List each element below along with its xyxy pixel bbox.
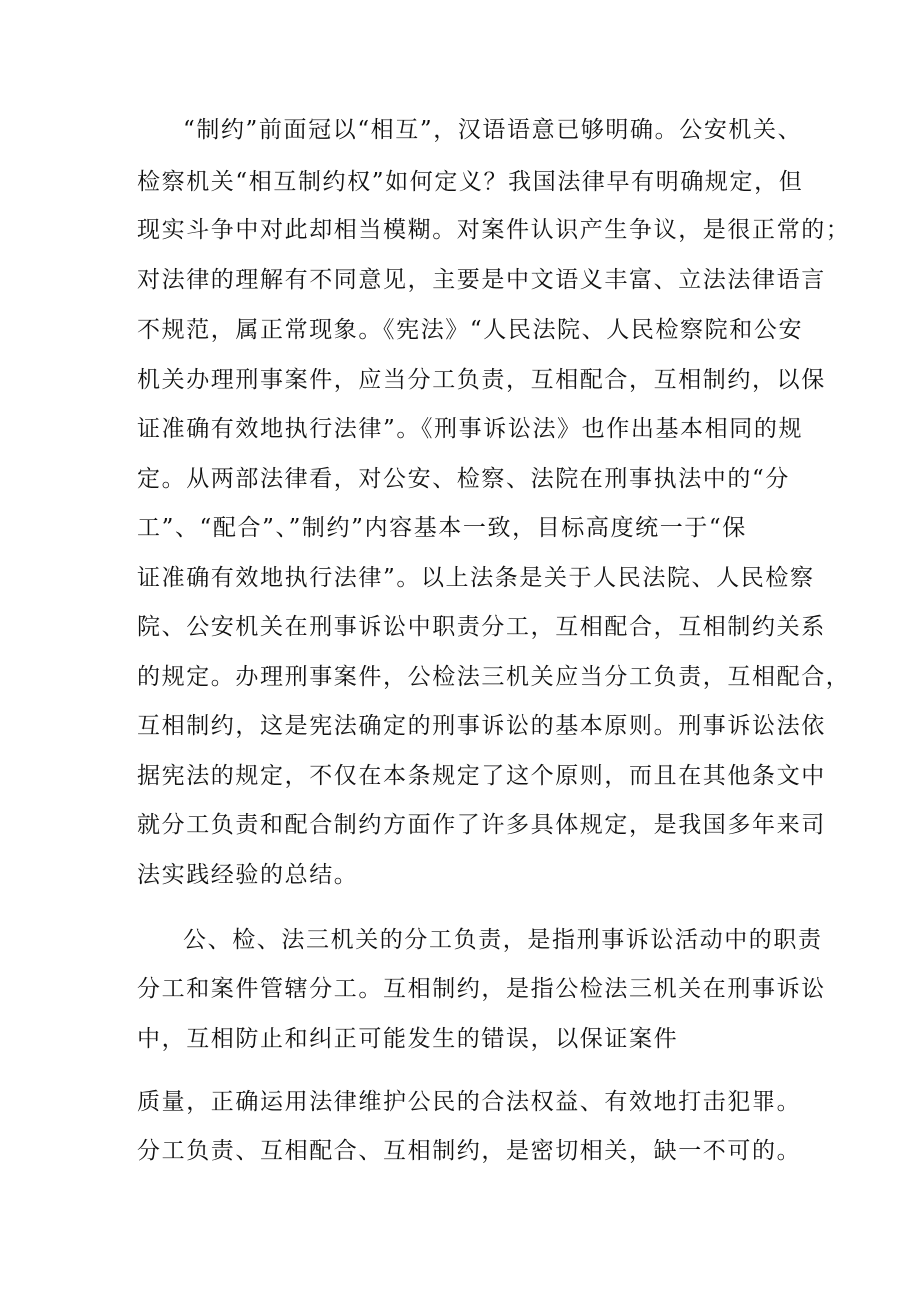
paragraph-2-line-1: 公、检、法三机关的分工负责，是指刑事诉讼活动中的职责 — [183, 927, 823, 953]
paragraph-1-line-4: 对法律的理解有不同意见，主要是中文语义丰富、立法法律语言 — [137, 267, 826, 293]
paragraph-1-line-15: 就分工负责和配合制约方面作了许多具体规定，是我国多年来司 — [137, 812, 826, 838]
paragraph-1-line-6: 机关办理刑事案件，应当分工负责，互相配合，互相制约，以保 — [137, 367, 826, 393]
paragraph-1-line-2: 检察机关“相互制约权”如何定义？我国法律早有明确规定，但 — [137, 169, 804, 195]
paragraph-1-line-5: 不规范，属正常现象。《宪法》“人民法院、人民检察院和公安 — [137, 317, 804, 343]
paragraph-3-line-2: 分工负责、互相配合、互相制约，是密切相关，缺一不可的。 — [137, 1138, 802, 1164]
paragraph-1-line-11: 院、公安机关在刑事诉讼中职责分工，互相配合，互相制约关系 — [137, 614, 826, 640]
paragraph-1-line-8: 定。从两部法律看，对公安、检察、法院在刑事执法中的“分 — [137, 466, 790, 492]
paragraph-1-line-16: 法实践经验的总结。 — [137, 862, 359, 888]
paragraph-1-line-7: 证准确有效地执行法律”。《刑事诉讼法》也作出基本相同的规 — [137, 416, 804, 442]
paragraph-1-line-3: 现实斗争中对此却相当模糊。对案件认识产生争议，是很正常的； — [137, 217, 851, 243]
paragraph-1-line-13: 互相制约，这是宪法确定的刑事诉讼的基本原则。刑事诉讼法依 — [137, 713, 826, 739]
paragraph-1-line-10: 证准确有效地执行法律”。以上法条是关于人民法院、人民检察 — [137, 565, 815, 591]
paragraph-1-line-12: 的规定。办理刑事案件，公检法三机关应当分工负责，互相配合， — [137, 664, 851, 690]
paragraph-1-line-1: “制约”前面冠以“相互”，汉语语意已够明确。公安机关、 — [183, 117, 803, 143]
paragraph-1-line-9: 工”、“配合”、”制约”内容基本一致，目标高度统一于“保 — [137, 515, 747, 541]
paragraph-1-line-14: 据宪法的规定，不仅在本条规定了这个原则，而且在其他条文中 — [137, 763, 826, 789]
paragraph-2-line-3: 中，互相防止和纠正可能发生的错误，以保证案件 — [137, 1026, 679, 1052]
paragraph-2-line-2: 分工和案件管辖分工。互相制约，是指公检法三机关在刑事诉讼 — [137, 976, 826, 1002]
paragraph-3-line-1: 质量，正确运用法律维护公民的合法权益、有效地打击犯罪。 — [137, 1089, 802, 1115]
